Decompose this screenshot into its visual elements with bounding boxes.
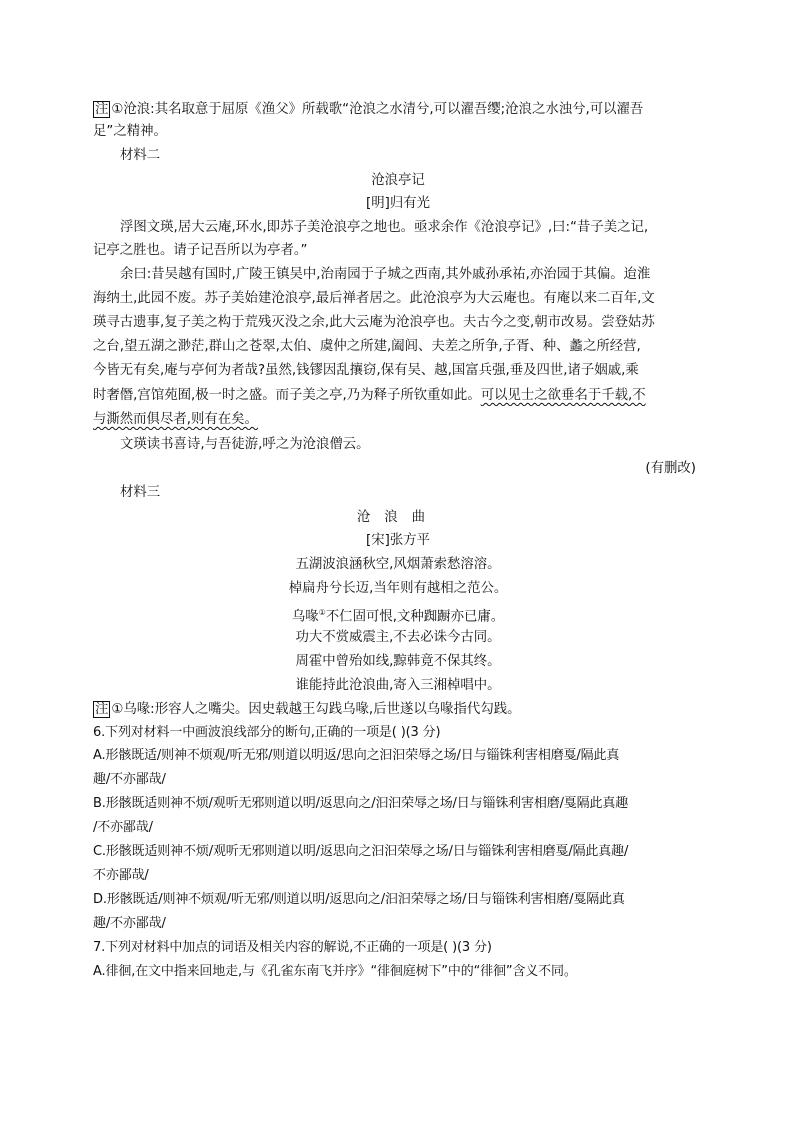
material-2-p3: 文瑛读书喜诗,与吾徒游,呼之为沧浪僧云。 xyxy=(120,437,370,452)
material-2-p1-line-2: 记亭之胜也。请子记吾所以为亭者。” xyxy=(93,243,308,258)
material-2-heading: 材料二 xyxy=(120,148,161,163)
note-1-line-1: 注 ①沧浪:其名取意于屈原《渔父》所载歌“沧浪之水清兮,可以濯吾缨;沧浪之水浊兮,可以濯吾 xyxy=(95,102,644,117)
poem-line-5: 周霍中曾殆如线,黥韩竟不保其终。 xyxy=(295,654,501,669)
material-3-author: [宋]张方平 xyxy=(365,533,430,548)
material-2-title: 沧浪亭记 xyxy=(371,173,425,188)
question-6-option-c-line-1: C.形骸既适则神不烦/观听无邪则道以明/返思向之汩汩荣辱之场/日与锱铢利害相磨戛/隔此真趣/ xyxy=(93,844,629,859)
material-2-p2-line-2: 海纳土,此园不废。苏子美始建沧浪亭,最后禅者居之。此沧浪亭为大云庵也。有庵以来二百年,文 xyxy=(93,291,655,306)
question-7-option-a-line-1: A.徘徊,在文中指来回地走,与《孔雀东南飞并序》“徘徊庭树下”中的“徘徊”含义不同。 xyxy=(93,964,577,979)
material-2-p2-line-4: 之台,望五湖之渺茫,群山之苍翠,太伯、虞仲之所建,阖闾、夫差之所争,子胥、种、蠡之所经营, xyxy=(93,339,641,354)
material-2-p2-line-1: 余曰:昔吴越有国时,广陵王镇吴中,治南园于子城之西南,其外戚孙承祐,亦治园于其偏。迨淮 xyxy=(120,267,651,282)
question-6-option-b-line-1: B.形骸既适则神不烦/观听无邪则道以明/返思向之/汩汩荣辱之场/日与锱铢利害相磨/戛隔此真趣 xyxy=(93,796,629,811)
source-note: (有删改) xyxy=(645,461,696,476)
question-6-stem: 6.下列对材料一中画波浪线部分的断句,正确的一项是( )(3 分) xyxy=(93,725,441,740)
material-3-heading: 材料三 xyxy=(120,485,161,500)
question-6-option-c-line-2: 不亦鄙哉/ xyxy=(93,868,149,883)
note-marker: 注 xyxy=(95,702,109,717)
poem-line-4: 功大不赏威震主,不去必诛今古同。 xyxy=(295,630,501,645)
material-2-author: [明]归有光 xyxy=(365,196,430,211)
material-2-p2-line-6: 时奢僭,宫馆苑囿,极一时之盛。而子美之亭,乃为释子所钦重如此。可以见士之欲垂名于千载,不 xyxy=(93,388,646,403)
question-6-option-a-line-2: 趣/不亦鄙哉/ xyxy=(93,772,166,787)
poem-line-1: 五湖波浪涵秋空,风烟萧索愁溶溶。 xyxy=(295,557,501,572)
question-6-option-d-line-2: 趣/不亦鄙哉/ xyxy=(93,916,166,931)
material-2-p2-line-5: 今皆无有矣,庵与亭何为者哉?虽然,钱镠因乱攘窃,保有吴、越,国富兵强,垂及四世,诸子姻戚,乘 xyxy=(93,363,639,378)
note-marker: 注 xyxy=(95,102,109,117)
wavy-underlined-text: 可以见士之欲垂名于千载,不 xyxy=(480,388,646,403)
material-2-p2-line-7 xyxy=(93,410,708,430)
footnote-marker: ① xyxy=(318,608,326,617)
poem-line-2: 棹扁舟兮长迈,当年则有越相之范公。 xyxy=(288,581,508,596)
poem-line-3: 乌喙①不仁固可恨,文种踟蹰亦已庸。 xyxy=(291,608,505,625)
question-7-stem: 7.下列对材料中加点的词语及相关内容的解说,不正确的一项是( )(3 分) xyxy=(93,940,492,955)
question-6-option-a-line-1: A.形骸既适/则神不烦观/听无邪/则道以明返/思向之汩汩荣辱之场/日与锱铢利害相磨戛/隔此真 xyxy=(93,748,620,763)
material-2-p1-line-1: 浮图文瑛,居大云庵,环水,即苏子美沧浪亭之地也。亟求余作《沧浪亭记》,曰:“昔子美之记, xyxy=(120,220,649,235)
note-1-line-2: 足”之精神。 xyxy=(93,124,167,139)
question-6-option-b-line-2: /不亦鄙哉/ xyxy=(93,820,153,835)
note-2: 注 ①乌喙:形容人之嘴尖。因史载越王勾践乌喙,后世遂以乌喙指代勾践。 xyxy=(95,702,521,717)
wavy-underlined-text: 与澌然而俱尽者,则有在矣。 xyxy=(93,412,258,427)
question-6-option-d-line-1: D.形骸既适/则神不烦观/听无邪/则道以明/返思向之/汩汩荣辱之场/日与锱铢利害相磨/戛隔此真 xyxy=(93,892,625,907)
material-2-p2-line-3: 瑛寻古遗事,复子美之构于荒残灭没之余,此大云庵为沧浪亭也。夫古今之变,朝市改易。尝登姑苏 xyxy=(93,315,655,330)
poem-line-6: 谁能持此沧浪曲,寄入三湘棹唱中。 xyxy=(295,678,501,693)
material-3-title: 沧浪曲 xyxy=(356,510,440,525)
